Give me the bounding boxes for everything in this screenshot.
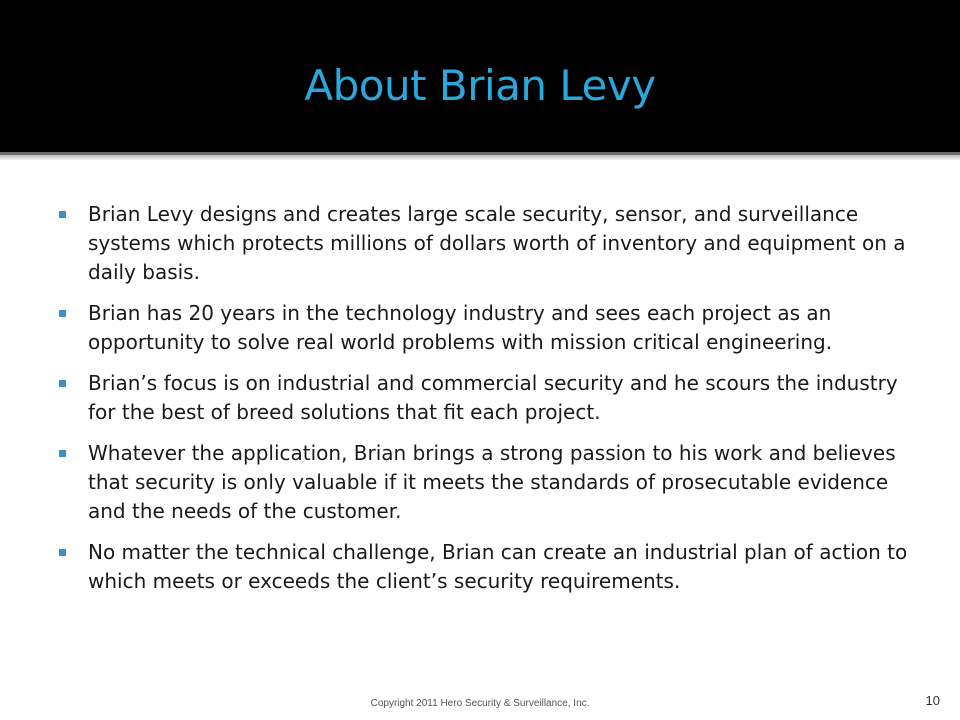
square-bullet-icon: [59, 380, 66, 387]
square-bullet-icon: [59, 450, 66, 457]
bullet-item: [56, 369, 916, 427]
square-bullet-icon: [59, 211, 66, 218]
bullet-text: Brian Levy designs and creates large scale security, sensor, and surveillance systems which protects millions of dollars worth of inventory and equipment on a daily basis.: [88, 202, 906, 284]
bullet-text: Brian has 20 years in the technology industry and sees each project as an opportunity to solve real world problems with mission critical engineering.: [88, 301, 833, 354]
square-bullet-icon: [59, 549, 66, 556]
slide-title: About Brian Levy: [304, 61, 656, 110]
title-bar: [0, 0, 960, 152]
bullet-item: [56, 439, 916, 526]
copyright-footer: Copyright 2011 Hero Security & Surveillance, Inc.: [370, 698, 590, 709]
square-bullet-icon: [59, 310, 66, 317]
bullet-list: [56, 200, 916, 608]
bullet-text: No matter the technical challenge, Brian can create an industrial plan of action to which meets or exceeds the client’s security requirements.: [88, 540, 908, 593]
title-divider-shadow: [0, 155, 960, 160]
bullet-text: Whatever the application, Brian brings a strong passion to his work and believes that security is only valuable if it meets the standards of prosecutable evidence and the needs of the customer.: [88, 441, 896, 523]
bullet-item: [56, 200, 916, 287]
bullet-item: [56, 299, 916, 357]
bullet-text: Brian’s focus is on industrial and commercial security and he scours the industry for the best of breed solutions that fit each project.: [88, 371, 898, 424]
page-number: 10: [925, 693, 940, 708]
bullet-item: [56, 538, 916, 596]
